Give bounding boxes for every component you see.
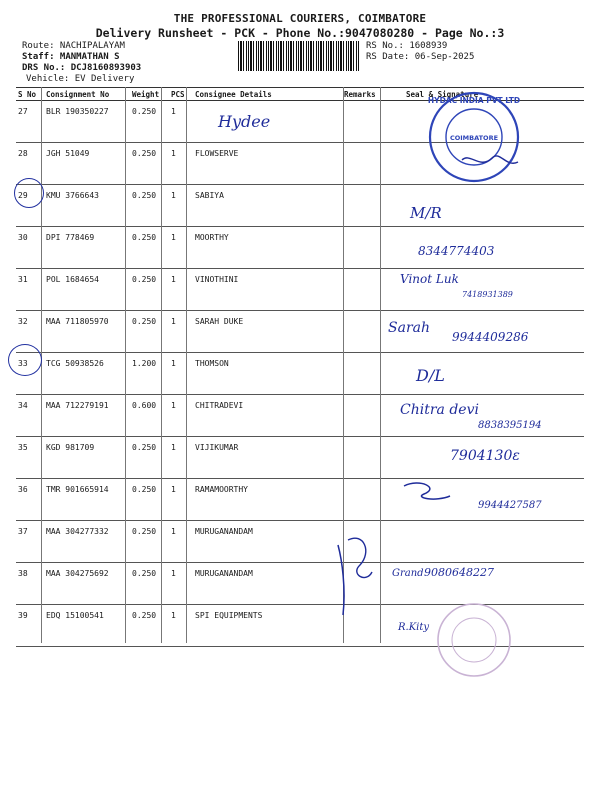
cell-weight: 0.250 <box>130 185 169 227</box>
cell-consignee: SARAH DUKE <box>193 311 342 353</box>
cell-consignee: SPI EQUIPMENTS <box>193 605 342 647</box>
cell-consignee: VIJIKUMAR <box>193 437 342 479</box>
handwriting-row27: Hydee <box>218 112 271 131</box>
cell-weight: 0.250 <box>130 437 169 479</box>
cell-consignee: SABIYA <box>193 185 342 227</box>
cell-pcs: 1 <box>169 563 193 605</box>
drs-label: DRS No.: DCJ8160893903 <box>22 63 142 73</box>
runsheet-subtitle: Delivery Runsheet - PCK - Phone No.:9047080280 - Page No.:3 <box>95 26 505 40</box>
handwriting-row30-phone: 8344774403 <box>418 244 495 258</box>
handwriting-row38-name: Grand <box>392 568 424 579</box>
cell-pcs: 1 <box>169 521 193 563</box>
cell-sno: 36 <box>16 479 44 521</box>
cell-consignment: DPI 778469 <box>44 227 130 269</box>
cell-consignee: FLOWSERVE <box>193 143 342 185</box>
cell-sno: 28 <box>16 143 44 185</box>
faded-stamp <box>438 604 510 676</box>
cell-consignment: POL 1684654 <box>44 269 130 311</box>
cell-pcs: 1 <box>169 185 193 227</box>
route-label: Route: NACHIPALAYAM <box>22 41 125 51</box>
cell-sno: 27 <box>16 101 44 143</box>
cell-pcs: 1 <box>169 311 193 353</box>
cell-consignee: MURUGANANDAM <box>193 521 342 563</box>
cell-weight: 0.250 <box>130 563 169 605</box>
handwriting-row38-phone: 9080648227 <box>424 566 494 579</box>
handwriting-row34-phone: 8838395194 <box>478 420 542 431</box>
cell-weight: 0.250 <box>130 521 169 563</box>
cell-weight: 0.250 <box>130 269 169 311</box>
cell-consignee: VINOTHINI <box>193 269 342 311</box>
handwriting-row36-phone: 9944427587 <box>478 500 542 511</box>
cell-consignment: KMU 3766643 <box>44 185 130 227</box>
cell-pcs: 1 <box>169 437 193 479</box>
cell-pcs: 1 <box>169 101 193 143</box>
cell-consignee: RAMAMOORTHY <box>193 479 342 521</box>
cell-pcs: 1 <box>169 479 193 521</box>
handwriting-row32-name: Sarah <box>388 320 430 336</box>
cell-consignment: MAA 304275692 <box>44 563 130 605</box>
cell-pcs: 1 <box>169 605 193 647</box>
cell-consignment: MAA 711805970 <box>44 311 130 353</box>
cell-pcs: 1 <box>169 143 193 185</box>
handwritten-signature-28 <box>462 156 518 163</box>
cell-sno: 34 <box>16 395 44 437</box>
cell-weight: 0.250 <box>130 479 169 521</box>
rs-date: RS Date: 06-Sep-2025 <box>366 52 475 62</box>
handwriting-row39-name: R.Kity <box>398 622 430 633</box>
col-pcs: PCS <box>169 88 193 101</box>
cell-sno: 39 <box>16 605 44 647</box>
cell-weight: 1.200 <box>130 353 169 395</box>
company-title: THE PROFESSIONAL COURIERS, COIMBATORE <box>173 12 427 25</box>
handwriting-row35-phone: 7904130ε <box>450 448 520 464</box>
cell-consignee: THOMSON <box>193 353 342 395</box>
cell-pcs: 1 <box>169 227 193 269</box>
cell-consignment: TCG 50938526 <box>44 353 130 395</box>
cell-sno: 37 <box>16 521 44 563</box>
handwritten-signature-37 <box>348 538 372 577</box>
cell-weight: 0.250 <box>130 143 169 185</box>
cell-pcs: 1 <box>169 269 193 311</box>
cell-consignment: TMR 901665914 <box>44 479 130 521</box>
cell-sno: 32 <box>16 311 44 353</box>
handwriting-row33: D/L <box>416 366 445 385</box>
cell-weight: 0.250 <box>130 311 169 353</box>
cell-consignment: EDQ 15100541 <box>44 605 130 647</box>
cell-consignment: BLR 190350227 <box>44 101 130 143</box>
handwritten-stroke <box>338 545 344 615</box>
cell-pcs: 1 <box>169 395 193 437</box>
handwriting-row29: M/R <box>410 204 442 222</box>
rs-number: RS No.: 1608939 <box>366 41 448 51</box>
stamp-ring-text: HYDAC INDIA PVT LTD <box>427 96 521 105</box>
cell-consignee: MURUGANANDAM <box>193 563 342 605</box>
cell-sno: 38 <box>16 563 44 605</box>
cell-consignment: KGD 981709 <box>44 437 130 479</box>
cell-consignee: MOORTHY <box>193 227 342 269</box>
col-weight: Weight <box>130 88 169 101</box>
staff-label: Staff: MANMATHAN S <box>22 52 120 62</box>
handwriting-row32-phone: 9944409286 <box>452 330 529 344</box>
cell-sno: 30 <box>16 227 44 269</box>
cell-sno: 29 <box>16 185 44 227</box>
col-consignee: Consignee Details <box>193 88 342 101</box>
handwriting-row31-name: Vinot Luk <box>400 272 459 286</box>
col-consignment: Consignment No <box>44 88 130 101</box>
col-seal-signature: Seal & Signature <box>386 88 584 101</box>
cell-consignee: CHITRADEVI <box>193 395 342 437</box>
cell-sno: 31 <box>16 269 44 311</box>
cell-weight: 0.250 <box>130 605 169 647</box>
handwriting-row31-phone: 7418931389 <box>462 290 513 299</box>
handwritten-signature-36 <box>404 483 450 499</box>
col-sno: S No <box>16 88 44 101</box>
cell-consignment: MAA 712279191 <box>44 395 130 437</box>
faded-stamp-inner <box>452 618 496 662</box>
cell-sno: 33 <box>16 353 44 395</box>
cell-consignment: MAA 304277332 <box>44 521 130 563</box>
cell-sno: 35 <box>16 437 44 479</box>
cell-weight: 0.600 <box>130 395 169 437</box>
cell-weight: 0.250 <box>130 101 169 143</box>
vehicle-label: Vehicle: EV Delivery <box>26 74 135 84</box>
cell-consignment: JGH 51049 <box>44 143 130 185</box>
stamp-center-text: COIMBATORE <box>449 134 499 142</box>
handwriting-row34-name: Chitra devi <box>400 402 479 418</box>
col-remarks: Remarks <box>342 88 386 101</box>
cell-weight: 0.250 <box>130 227 169 269</box>
cell-pcs: 1 <box>169 353 193 395</box>
